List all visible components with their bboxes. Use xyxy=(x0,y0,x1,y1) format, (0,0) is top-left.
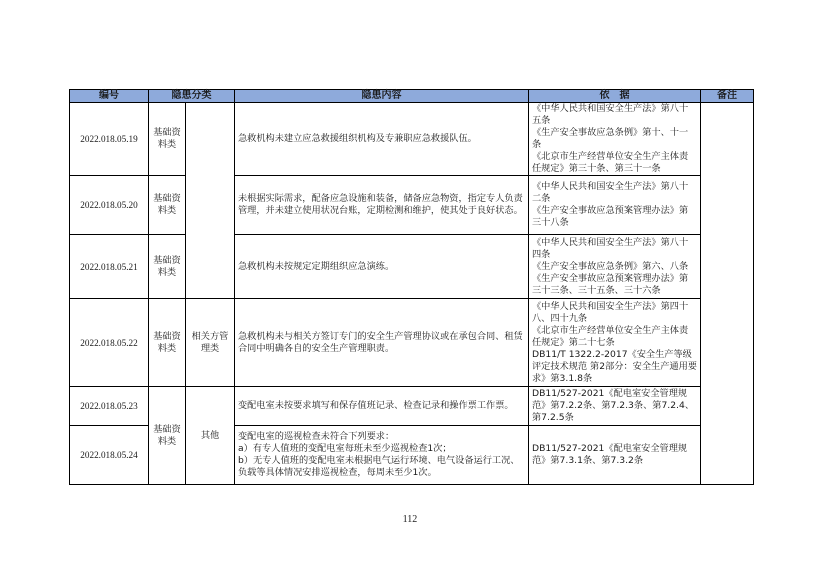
basis-line: 《北京市生产经营单位安全生产主体责任规定》第三十条、第三十一条 xyxy=(532,151,689,174)
row-basis xyxy=(529,176,701,235)
table-row xyxy=(70,103,754,176)
basis-line: DB11/527-2021《配电室安全管理规范》第7.3.1条、第7.3.2条 xyxy=(532,443,688,466)
row-basis xyxy=(529,387,701,426)
row-content: 未根据实际需求，配备应急设施和装备，储备应急物资，指定专人负责管理，并未建立使用状况台账，定期检测和维护，使其处于良好状态。 xyxy=(235,176,529,235)
basis-line: 《中华人民共和国安全生产法》第八十五条 xyxy=(532,103,689,126)
content-line: b）无专人值班的变配电室未根据电气运行环境、电气设备运行工况、负载等具体情况安排巡视检查，每周未至少1次。 xyxy=(238,455,520,478)
table-row xyxy=(70,299,754,387)
row-code: 2022.018.05.23 xyxy=(70,387,149,426)
row-category: 基础资料类 xyxy=(149,387,186,485)
row-category: 基础资料类 xyxy=(149,103,186,176)
basis-line: DB11/T 1322.2-2017《安全生产等级评定技术规范 第2部分：安全生产通用要求》第3.1.8条 xyxy=(532,348,697,384)
row-content: 急救机构未按规定定期组织应急演练。 xyxy=(235,235,529,299)
row-basis xyxy=(529,235,701,299)
content-line: 变配电室的巡视检查未符合下列要求： xyxy=(238,431,395,442)
row-code: 2022.018.05.22 xyxy=(70,299,149,387)
basis-line: 《北京市生产经营单位安全生产主体责任规定》第二十七条 xyxy=(532,324,689,348)
basis-line: 《生产安全事故应急条例》第十、十一条 xyxy=(532,127,689,150)
basis-line: 《中华人民共和国安全生产法》第八十二条 xyxy=(532,181,689,204)
row-content xyxy=(235,426,529,485)
basis-line: 《生产安全事故应急预案管理办法》第三十三条、三十五条、三十六条 xyxy=(532,272,689,296)
header-basis: 依 据 xyxy=(529,90,701,103)
content-line: a）有专人值班的变配电室每班未至少巡视检查1次； xyxy=(238,443,452,454)
row-basis xyxy=(529,426,701,485)
row-subcategory: 相关方管理类 xyxy=(186,299,235,387)
basis-line: 《生产安全事故应急条例》第六、八条 xyxy=(532,260,689,272)
header-category: 隐患分类 xyxy=(149,90,235,103)
row-subcategory-empty xyxy=(186,103,235,299)
basis-line: 《中华人民共和国安全生产法》第八十四条 xyxy=(532,236,689,260)
row-basis xyxy=(529,103,701,176)
row-subcategory: 其他 xyxy=(186,387,235,485)
header-content: 隐患内容 xyxy=(235,90,529,103)
row-category: 基础资料类 xyxy=(149,176,186,235)
row-code: 2022.018.05.19 xyxy=(70,103,149,176)
basis-line: DB11/527-2021《配电室安全管理规范》第7.2.2条、第7.2.3条、第7.2.4、第7.2.5条 xyxy=(532,388,695,423)
basis-line: 《中华人民共和国安全生产法》第四十八、四十九条 xyxy=(532,300,689,324)
header-note: 备注 xyxy=(701,90,754,103)
hazard-table xyxy=(69,89,754,485)
row-content: 急救机构未与相关方签订专门的安全生产管理协议或在承包合同、租赁合同中明确各自的安全生产管理职责。 xyxy=(235,299,529,387)
table-row xyxy=(70,235,754,299)
row-category: 基础资料类 xyxy=(149,299,186,387)
table-header-row xyxy=(70,90,754,103)
row-basis xyxy=(529,299,701,387)
row-code: 2022.018.05.24 xyxy=(70,426,149,485)
row-content: 变配电室未按要求填写和保存值班记录、检查记录和操作票工作票。 xyxy=(235,387,529,426)
row-content: 急救机构未建立应急救援组织机构及专兼职应急救援队伍。 xyxy=(235,103,529,176)
header-code: 编号 xyxy=(70,90,149,103)
row-code: 2022.018.05.21 xyxy=(70,235,149,299)
table-row xyxy=(70,387,754,426)
table-row xyxy=(70,176,754,235)
row-code: 2022.018.05.20 xyxy=(70,176,149,235)
basis-line: 《生产安全事故应急预案管理办法》第三十八条 xyxy=(532,205,689,228)
page-number: 112 xyxy=(402,514,418,525)
note-cell xyxy=(701,103,754,485)
row-category: 基础资料类 xyxy=(149,235,186,299)
